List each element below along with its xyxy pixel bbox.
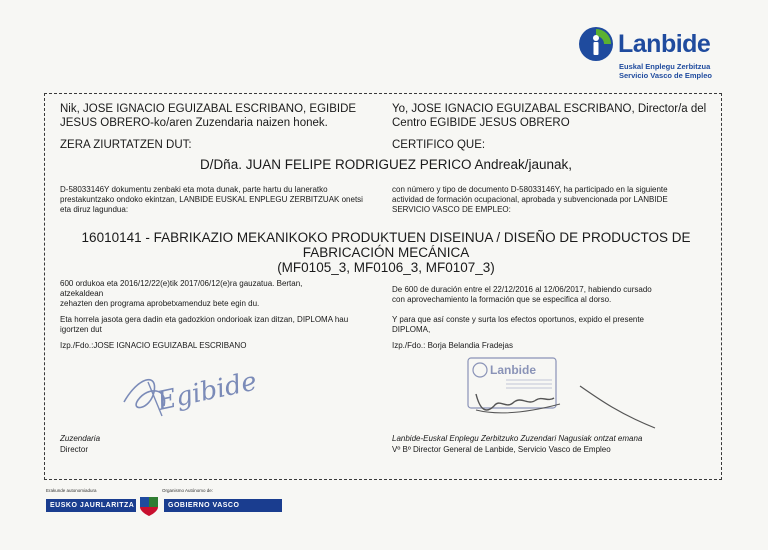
document-text-basque: D-58033146Y dokumentu zenbaki eta mota dunak, parte hartu du laneratko prestakuntzako ondoko ekintzan, LANBIDE EUSKAL ENPLEGU ZERBITZUAK onetsi eta diruz lagundua: (60, 185, 363, 214)
course-title-line1: 16010141 - FABRIKAZIO MEKANIKOKO PRODUKTUEN DISEINUA / DISEÑO DE PRODUCTOS DE (81, 230, 691, 245)
hours-spanish-2: con aprovechamiento la formación que se especifica al dorso. (392, 295, 612, 304)
logo-word: Lanbide (618, 30, 711, 58)
footer-small-left: Erakunde autonomiadura (46, 488, 97, 493)
course-title-line2: FABRICACIÓN MECÁNICA (302, 245, 470, 260)
hours-spanish-1: De 600 de duración entre el 22/12/2016 al 12/06/2017, habiendo cursado (392, 285, 652, 294)
logo-subtitle-es: Servicio Vasco de Empleo (619, 71, 712, 80)
stamp-text: Lanbide (490, 363, 537, 377)
certify-basque: ZERA ZIURTATZEN DUT: (60, 139, 192, 151)
signature-text: Egibide (154, 366, 260, 417)
signed-by-basque: Izp./Fdo.:JOSE IGNACIO EGUIZABAL ESCRIBANO (60, 341, 247, 350)
logo-subtitle-eu: Euskal Enplegu Zerbitzua (619, 62, 711, 71)
course-modules: (MF0105_3, MF0106_3, MF0107_3) (277, 260, 495, 275)
document-text-spanish: con número y tipo de documento D-58033146Y, ha participado en la siguiente actividad de formación ocupacional, aprobada y subvencionada por LANBIDE SERVICIO VASCO DE EMPLEO: (392, 185, 668, 214)
role-spanish-title: Lanbide-Euskal Enplegu Zerbitzuko Zuzendari Nagusiak ontzat emana (392, 434, 643, 443)
hours-basque-2: atzekaldean (60, 289, 104, 298)
director-signature (118, 362, 278, 424)
diploma-spanish: Y para que así conste y surta los efectos oportunos, expido el presente DIPLOMA, (392, 315, 645, 334)
intro-basque: Nik, JOSE IGNACIO EGUIZABAL ESCRIBANO, EGIBIDE JESUS OBRERO-ko/aren Zuzendaria naizen honek. (60, 103, 357, 129)
lanbide-logo (578, 26, 728, 82)
intro-spanish: Yo, JOSE IGNACIO EGUIZABAL ESCRIBANO, Director/a del Centro EGIBIDE JESUS OBRERO (392, 103, 707, 129)
hours-basque-1: 600 ordukoa eta 2016/12/22(e)tik 2017/06/12(e)ra gauzatua. Bertan, (60, 279, 303, 288)
footer-bar-right: GOBIERNO VASCO (164, 499, 282, 512)
diploma-basque: Eta horrela jasota gera dadin eta gadozkion ondorioak izan ditzan, DIPLOMA hau igortzen dut (60, 315, 349, 334)
hours-basque-3: zehazten den programa aprobetxamenduz bete egin du. (60, 299, 260, 308)
general-director-signature (470, 380, 670, 430)
signed-by-spanish: Izp./Fdo.: Borja Belandia Fradejas (392, 341, 513, 350)
lanbide-logo-icon (578, 26, 614, 62)
footer-bar-left: EUSKO JAURLARITZA (46, 499, 136, 512)
role-spanish-subtitle: Vº Bº Director General de Lanbide, Servicio Vasco de Empleo (392, 445, 611, 454)
government-emblem-icon (138, 495, 160, 517)
recipient-name: D/Dña. JUAN FELIPE RODRIGUEZ PERICO Andreak/jaunak, (199, 157, 573, 172)
role-basque-title: Zuzendaria (60, 434, 101, 443)
certify-spanish: CERTIFICO QUE: (392, 139, 486, 151)
role-basque-subtitle: Director (60, 445, 89, 454)
government-footer (44, 482, 294, 542)
footer-small-right: Organismo Autónomo de: (162, 488, 214, 493)
